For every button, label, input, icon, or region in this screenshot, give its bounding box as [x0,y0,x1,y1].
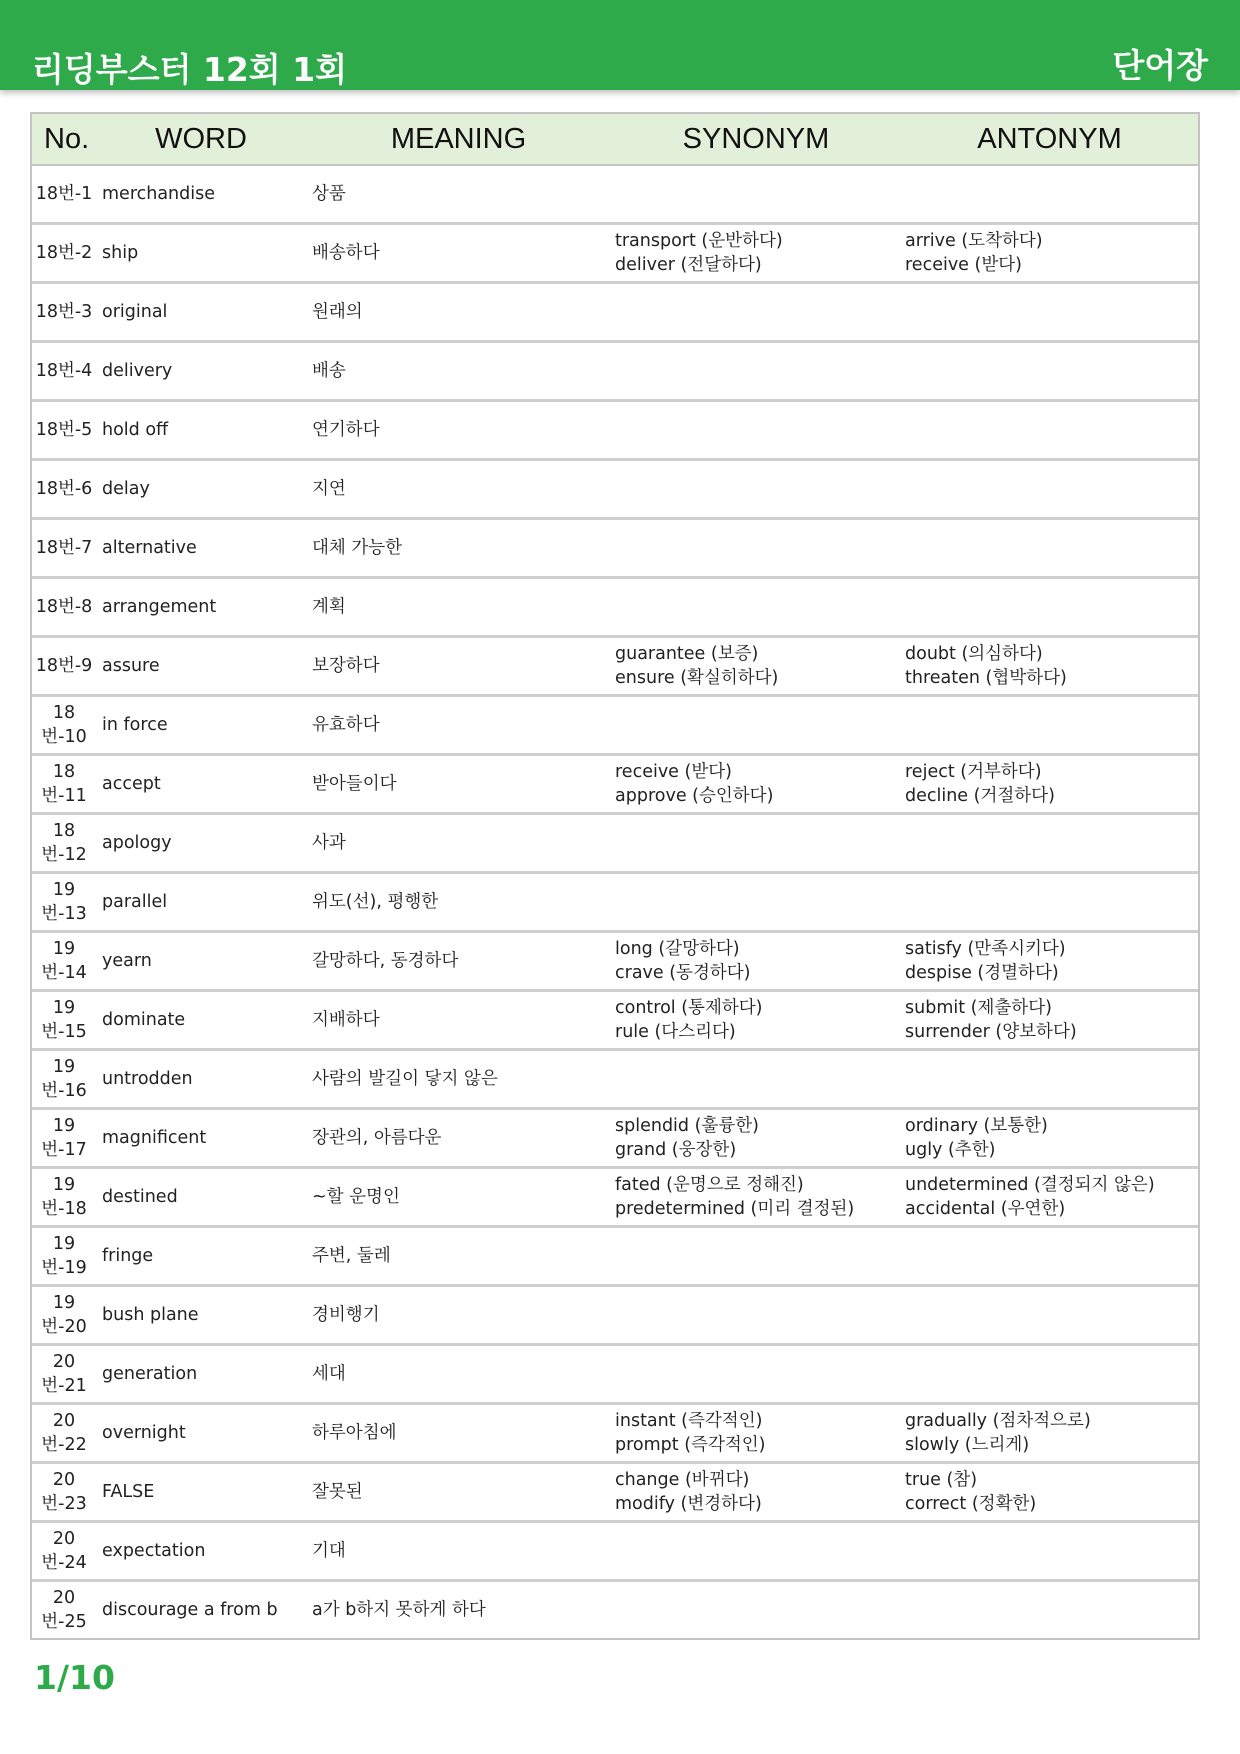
antonym-cell [901,578,1198,637]
antonym-cell [901,401,1198,460]
word-cell: alternative [96,519,306,578]
word-cell: destined [96,1168,306,1227]
table-row [32,578,1198,637]
synonym-entry: modify (변경하다) [615,1494,762,1514]
meaning-cell: 위도(선), 평행한 [306,873,611,932]
table-row [32,1050,1198,1109]
antonym-entry: decline (거절하다) [905,786,1055,806]
antonym-cell [901,1522,1198,1581]
table-row [32,224,1198,283]
antonym-cell [901,342,1198,401]
word-cell: delivery [96,342,306,401]
table-row [32,1345,1198,1404]
column-header-antonym: ANTONYM [901,114,1198,165]
table-row [32,1522,1198,1581]
meaning-cell: 대체 가능한 [306,519,611,578]
antonym-cell [901,1581,1198,1639]
antonym-cell [901,519,1198,578]
antonym-entry: receive (받다) [905,255,1022,275]
meaning-cell: 경비행기 [306,1286,611,1345]
meaning-cell: 하루아침에 [306,1404,611,1463]
table-row [32,519,1198,578]
synonym-cell [611,637,901,696]
meaning-cell: 기대 [306,1522,611,1581]
synonym-entry: control (통제하다) [615,998,763,1018]
table-row [32,755,1198,814]
column-header-word: WORD [96,114,306,165]
meaning-cell: 지연 [306,460,611,519]
synonym-cell [611,814,901,873]
antonym-cell [901,165,1198,224]
word-cell: accept [96,755,306,814]
table-row [32,342,1198,401]
synonym-cell [611,696,901,755]
antonym-entry: submit (제출하다) [905,998,1052,1018]
table-row [32,991,1198,1050]
table-row [32,1109,1198,1168]
synonym-cell [611,1463,901,1522]
synonym-entry: rule (다스리다) [615,1022,736,1042]
word-cell: bush plane [96,1286,306,1345]
antonym-cell [901,1286,1198,1345]
row-number: 19번-15 [32,991,96,1050]
synonym-entry: guarantee (보증) [615,644,759,664]
synonym-cell [611,991,901,1050]
synonym-entry: grand (웅장한) [615,1140,737,1160]
synonym-entry: ensure (확실히하다) [615,668,779,688]
row-number: 18번-6 [32,460,96,519]
meaning-cell: 세대 [306,1345,611,1404]
synonym-cell [611,519,901,578]
synonym-entry: predetermined (미리 결정된) [615,1199,855,1219]
meaning-cell: 배송 [306,342,611,401]
row-number: 18번-3 [32,283,96,342]
antonym-cell [901,1463,1198,1522]
table-row [32,1404,1198,1463]
antonym-cell [901,696,1198,755]
word-cell: generation [96,1345,306,1404]
antonym-entry: surrender (양보하다) [905,1022,1077,1042]
synonym-entry: receive (받다) [615,762,732,782]
antonym-entry: arrive (도착하다) [905,231,1043,251]
word-cell: merchandise [96,165,306,224]
meaning-cell: ~할 운명인 [306,1168,611,1227]
antonym-entry: doubt (의심하다) [905,644,1043,664]
antonym-cell [901,637,1198,696]
antonym-entry: slowly (느리게) [905,1435,1030,1455]
synonym-entry: long (갈망하다) [615,939,740,959]
antonym-cell [901,1404,1198,1463]
antonym-entry: ordinary (보통한) [905,1116,1048,1136]
row-number: 20번-23 [32,1463,96,1522]
synonym-cell [611,165,901,224]
synonym-cell [611,1581,901,1639]
word-cell: ship [96,224,306,283]
synonym-cell [611,1286,901,1345]
row-number: 18번-4 [32,342,96,401]
antonym-entry: threaten (협박하다) [905,668,1067,688]
word-cell: apology [96,814,306,873]
word-cell: magnificent [96,1109,306,1168]
word-cell: arrangement [96,578,306,637]
antonym-cell [901,814,1198,873]
row-number: 18번-1 [32,165,96,224]
page-number: 1/10 [34,1658,115,1697]
antonym-entry: undetermined (결정되지 않은) [905,1175,1155,1195]
synonym-cell [611,1345,901,1404]
row-number: 18번-7 [32,519,96,578]
synonym-entry: approve (승인하다) [615,786,774,806]
word-cell: fringe [96,1227,306,1286]
row-number: 19번-20 [32,1286,96,1345]
table-row [32,696,1198,755]
antonym-cell [901,755,1198,814]
word-cell: hold off [96,401,306,460]
meaning-cell: 지배하다 [306,991,611,1050]
table-row [32,932,1198,991]
word-cell: in force [96,696,306,755]
antonym-entry: gradually (점차적으로) [905,1411,1091,1431]
word-cell: delay [96,460,306,519]
synonym-entry: fated (운명으로 정해진) [615,1175,804,1195]
word-cell: expectation [96,1522,306,1581]
table-row [32,1286,1198,1345]
word-cell: discourage a from b [102,1600,278,1620]
row-number: 18번-11 [32,755,96,814]
synonym-cell [611,1522,901,1581]
meaning-cell: 받아들이다 [306,755,611,814]
row-number: 20번-25 [41,1588,87,1632]
word-cell: untrodden [96,1050,306,1109]
table-row [32,283,1198,342]
antonym-cell [901,1168,1198,1227]
table-row [32,814,1198,873]
antonym-entry: reject (거부하다) [905,762,1042,782]
synonym-entry: instant (즉각적인) [615,1411,763,1431]
column-header-synonym: SYNONYM [611,114,901,165]
table-row [32,165,1198,224]
synonym-cell [611,224,901,283]
section-label: 단어장 [1112,46,1208,85]
antonym-cell [901,283,1198,342]
antonym-entry: true (참) [905,1470,978,1490]
word-cell: original [96,283,306,342]
row-number: 19번-18 [32,1168,96,1227]
row-number: 19번-14 [32,932,96,991]
row-number: 20번-21 [32,1345,96,1404]
antonym-entry: despise (경멸하다) [905,963,1059,983]
row-number: 19번-17 [32,1109,96,1168]
meaning-cell: 주변, 둘레 [306,1227,611,1286]
synonym-cell [611,932,901,991]
column-header-meaning: MEANING [306,114,611,165]
synonym-cell [611,460,901,519]
synonym-cell [611,1050,901,1109]
row-number: 19번-13 [32,873,96,932]
antonym-cell [901,873,1198,932]
meaning-cell: 배송하다 [306,224,611,283]
row-number: 18번-10 [32,696,96,755]
synonym-entry: deliver (전달하다) [615,255,762,275]
table-body [32,165,1198,1638]
synonym-cell [611,283,901,342]
synonym-cell [611,1109,901,1168]
table-row [32,873,1198,932]
row-number: 18번-8 [32,578,96,637]
meaning-cell: a가 b하지 못하게 하다 [312,1600,486,1620]
synonym-entry: crave (동경하다) [615,963,751,983]
table-row [32,460,1198,519]
table-header-row [32,114,1198,165]
table-row [32,1581,1198,1639]
antonym-cell [901,932,1198,991]
word-cell: overnight [96,1404,306,1463]
synonym-entry: transport (운반하다) [615,231,783,251]
synonym-cell [611,342,901,401]
row-number: 20번-22 [32,1404,96,1463]
antonym-entry: satisfy (만족시키다) [905,939,1066,959]
synonym-entry: splendid (훌륭한) [615,1116,759,1136]
table-row [32,401,1198,460]
meaning-cell: 원래의 [306,283,611,342]
antonym-cell [901,460,1198,519]
table-row [32,1168,1198,1227]
synonym-cell [611,873,901,932]
meaning-cell: 계획 [306,578,611,637]
antonym-entry: accidental (우연한) [905,1199,1066,1219]
row-number: 18번-12 [32,814,96,873]
meaning-cell: 연기하다 [306,401,611,460]
synonym-cell [611,1227,901,1286]
antonym-cell [901,1109,1198,1168]
antonym-cell [901,1227,1198,1286]
table-row [32,637,1198,696]
meaning-cell: 상품 [306,165,611,224]
meaning-cell: 잘못된 [306,1463,611,1522]
word-cell: yearn [96,932,306,991]
synonym-cell [611,1404,901,1463]
word-cell: parallel [96,873,306,932]
synonym-cell [611,578,901,637]
row-number: 19번-16 [32,1050,96,1109]
row-number: 18번-5 [32,401,96,460]
column-header-no: No. [32,114,96,165]
row-number: 18번-9 [32,637,96,696]
table-row [32,1463,1198,1522]
meaning-cell: 갈망하다, 동경하다 [306,932,611,991]
synonym-cell [611,401,901,460]
antonym-cell [901,1050,1198,1109]
meaning-cell: 사과 [306,814,611,873]
antonym-entry: correct (정확한) [905,1494,1037,1514]
synonym-entry: prompt (즉각적인) [615,1435,766,1455]
antonym-cell [901,991,1198,1050]
header-bar [0,0,1240,90]
meaning-cell: 유효하다 [306,696,611,755]
word-cell: assure [96,637,306,696]
antonym-cell [901,1345,1198,1404]
word-cell: FALSE [96,1463,306,1522]
vocabulary-table [30,112,1200,1640]
row-number: 20번-24 [32,1522,96,1581]
meaning-cell: 장관의, 아름다운 [306,1109,611,1168]
meaning-cell: 보장하다 [306,637,611,696]
synonym-cell [611,755,901,814]
meaning-cell: 사람의 발길이 닿지 않은 [306,1050,611,1109]
row-number: 18번-2 [32,224,96,283]
word-cell: dominate [96,991,306,1050]
page-title: 리딩부스터 12회 1회 [32,50,348,89]
antonym-cell [901,224,1198,283]
synonym-entry: change (바뀌다) [615,1470,750,1490]
row-number: 19번-19 [32,1227,96,1286]
synonym-cell [611,1168,901,1227]
table-row [32,1227,1198,1286]
antonym-entry: ugly (추한) [905,1140,996,1160]
